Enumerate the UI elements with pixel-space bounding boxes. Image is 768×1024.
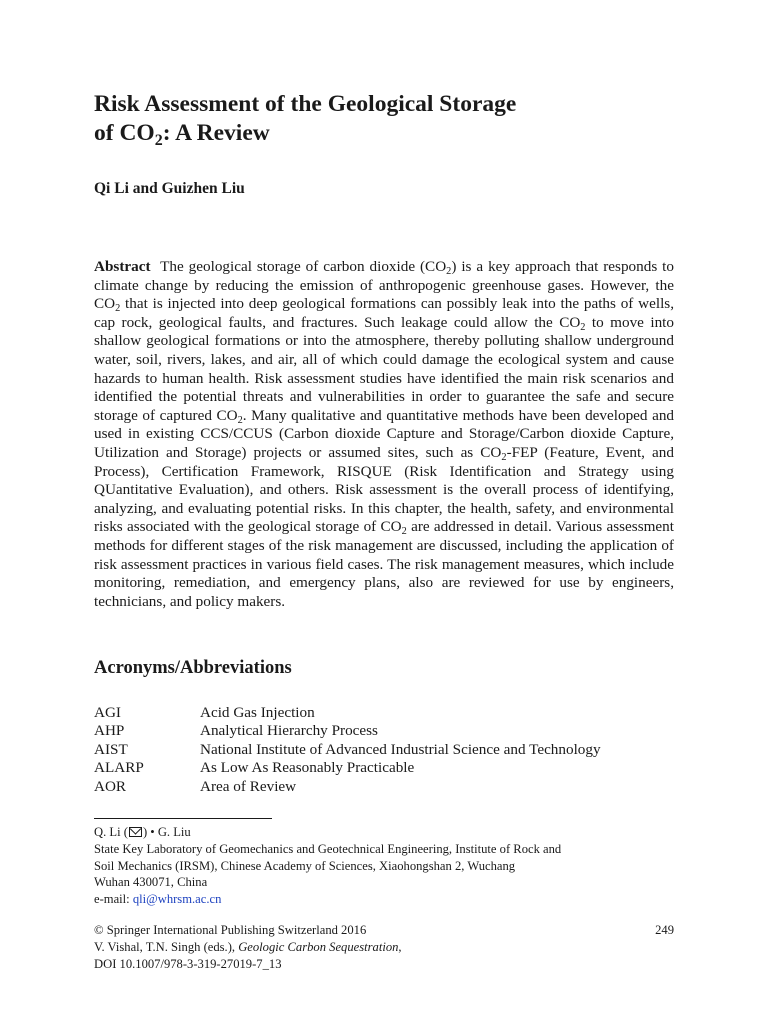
- footnote-author-li: Q. Li (: [94, 825, 128, 839]
- email-link[interactable]: qli@whrsm.ac.cn: [132, 892, 222, 907]
- affiliation-line-3: Wuhan 430071, China: [94, 875, 208, 890]
- abstract-text-1: The geological storage of carbon dioxide (CO: [160, 258, 447, 275]
- acronyms-list: [94, 704, 694, 796]
- acronym-code: ALARP: [94, 759, 144, 777]
- title-subscript: 2: [154, 131, 163, 149]
- doi-line: DOI 10.1007/978-3-319-27019-7_13: [94, 956, 282, 971]
- acronym-code: AOR: [94, 777, 127, 795]
- book-editors: V. Vishal, T.N. Singh (eds.),: [94, 939, 239, 954]
- author-names: Qi Li and Guizhen Liu: [94, 180, 245, 197]
- abstract-subscript: 2: [446, 266, 452, 278]
- abstract-text-5: . Many qualitative and quantitative methods have been developed and used in existing CCS/CCUS (Carbon dioxide Capture and Storage/Carbon dioxide Capture, Utilization and Storage) projects or assumed sites, such as CO: [94, 406, 675, 461]
- footnote-divider: [94, 818, 272, 819]
- page-number: 249: [655, 923, 674, 937]
- affiliation-line-1: State Key Laboratory of Geomechanics and Geotechnical Engineering, Institute of Rock and: [94, 841, 562, 856]
- acronym-code: AHP: [94, 722, 125, 740]
- footnote-authors: [94, 824, 684, 841]
- acronym-meaning: Analytical Hierarchy Process: [200, 722, 378, 740]
- abstract-paragraph: [94, 258, 674, 611]
- abstract-text-2: ) is a key approach that responds to climate change by reducing the emission of anthropogenic greenhouse gases. However, the CO: [94, 258, 674, 313]
- affiliation-line-2: Soil Mechanics (IRSM), Chinese Academy of Sciences, Xiaohongshan 2, Wuchang: [94, 858, 516, 873]
- acronym-row: [94, 741, 694, 759]
- footnote-author-liu: ) • G. Liu: [142, 825, 191, 839]
- title-line-2-end: : A Review: [162, 120, 270, 146]
- acronym-row: [94, 778, 694, 796]
- abstract-text-3: that is injected into deep geological formations can possibly leak into the paths of wells, cap rock, geological faults, and fractures. Such leakage could allow the CO: [94, 295, 674, 331]
- acronym-meaning: As Low As Reasonably Practicable: [200, 759, 415, 777]
- abstract-subscript: 2: [237, 414, 243, 426]
- abstract-text-6: -FEP (Feature, Event, and Process), Certification Framework, RISQUE (Risk Identification and Strategy using QUantitative Evaluation), and others. Risk assessment is the overall process of identifying, analyzing, and evaluating potential risks. In this chapter, the health, safety, and environmental risks associated with the geological storage of CO: [94, 443, 674, 536]
- abstract-text-4: to move into shallow geological formations or into the atmosphere, thereby polluting shallow underground water, soil, rivers, lakes, and air, all of which could damage the ecological system and cause hazards to human health. Risk assessment studies have identified the main risk scenarios and identified the potential threats and vulnerabilities in order to guarantee the safe and secure storage of captured CO: [94, 313, 674, 424]
- email-label: e-mail:: [94, 892, 133, 907]
- envelope-icon: [129, 827, 142, 837]
- acronym-code: AGI: [94, 704, 121, 721]
- email-line: [94, 891, 684, 908]
- acronym-meaning: Acid Gas Injection: [200, 704, 315, 721]
- abstract-subscript: 2: [501, 452, 507, 464]
- abstract-subscript: 2: [115, 303, 121, 315]
- title-line-1: Risk Assessment of the Geological Storage: [94, 91, 517, 117]
- title-line-2-start: of CO: [94, 120, 155, 146]
- acronym-meaning: National Institute of Advanced Industrial Science and Technology: [200, 740, 601, 758]
- book-citation: [94, 939, 674, 956]
- abstract-subscript: 2: [580, 321, 586, 333]
- abstract-text-7: are addressed in detail. Various assessment methods for different stages of the risk management are discussed, including the application of risk assessment practices in various field cases. The risk management measures, which include monitoring, remediation, and emergency plans, also are reviewed for use by engineers, technicians, and policy makers.: [94, 518, 674, 610]
- acronym-row: [94, 704, 694, 722]
- acronym-meaning: Area of Review: [200, 777, 297, 795]
- acronym-row: [94, 759, 694, 777]
- copyright-line: © Springer International Publishing Switzerland 2016: [94, 923, 367, 937]
- acronym-code: AIST: [94, 740, 128, 758]
- acronyms-heading: Acronyms/Abbreviations: [94, 658, 292, 678]
- abstract-label: Abstract: [94, 258, 151, 275]
- chapter-title: [94, 90, 694, 148]
- author-footnote: [94, 824, 684, 908]
- abstract-subscript: 2: [401, 526, 407, 538]
- book-title-comma: ,: [398, 939, 402, 954]
- publication-info: [94, 922, 674, 972]
- book-title: Geologic Carbon Sequestration: [238, 939, 399, 954]
- acronym-row: [94, 722, 694, 740]
